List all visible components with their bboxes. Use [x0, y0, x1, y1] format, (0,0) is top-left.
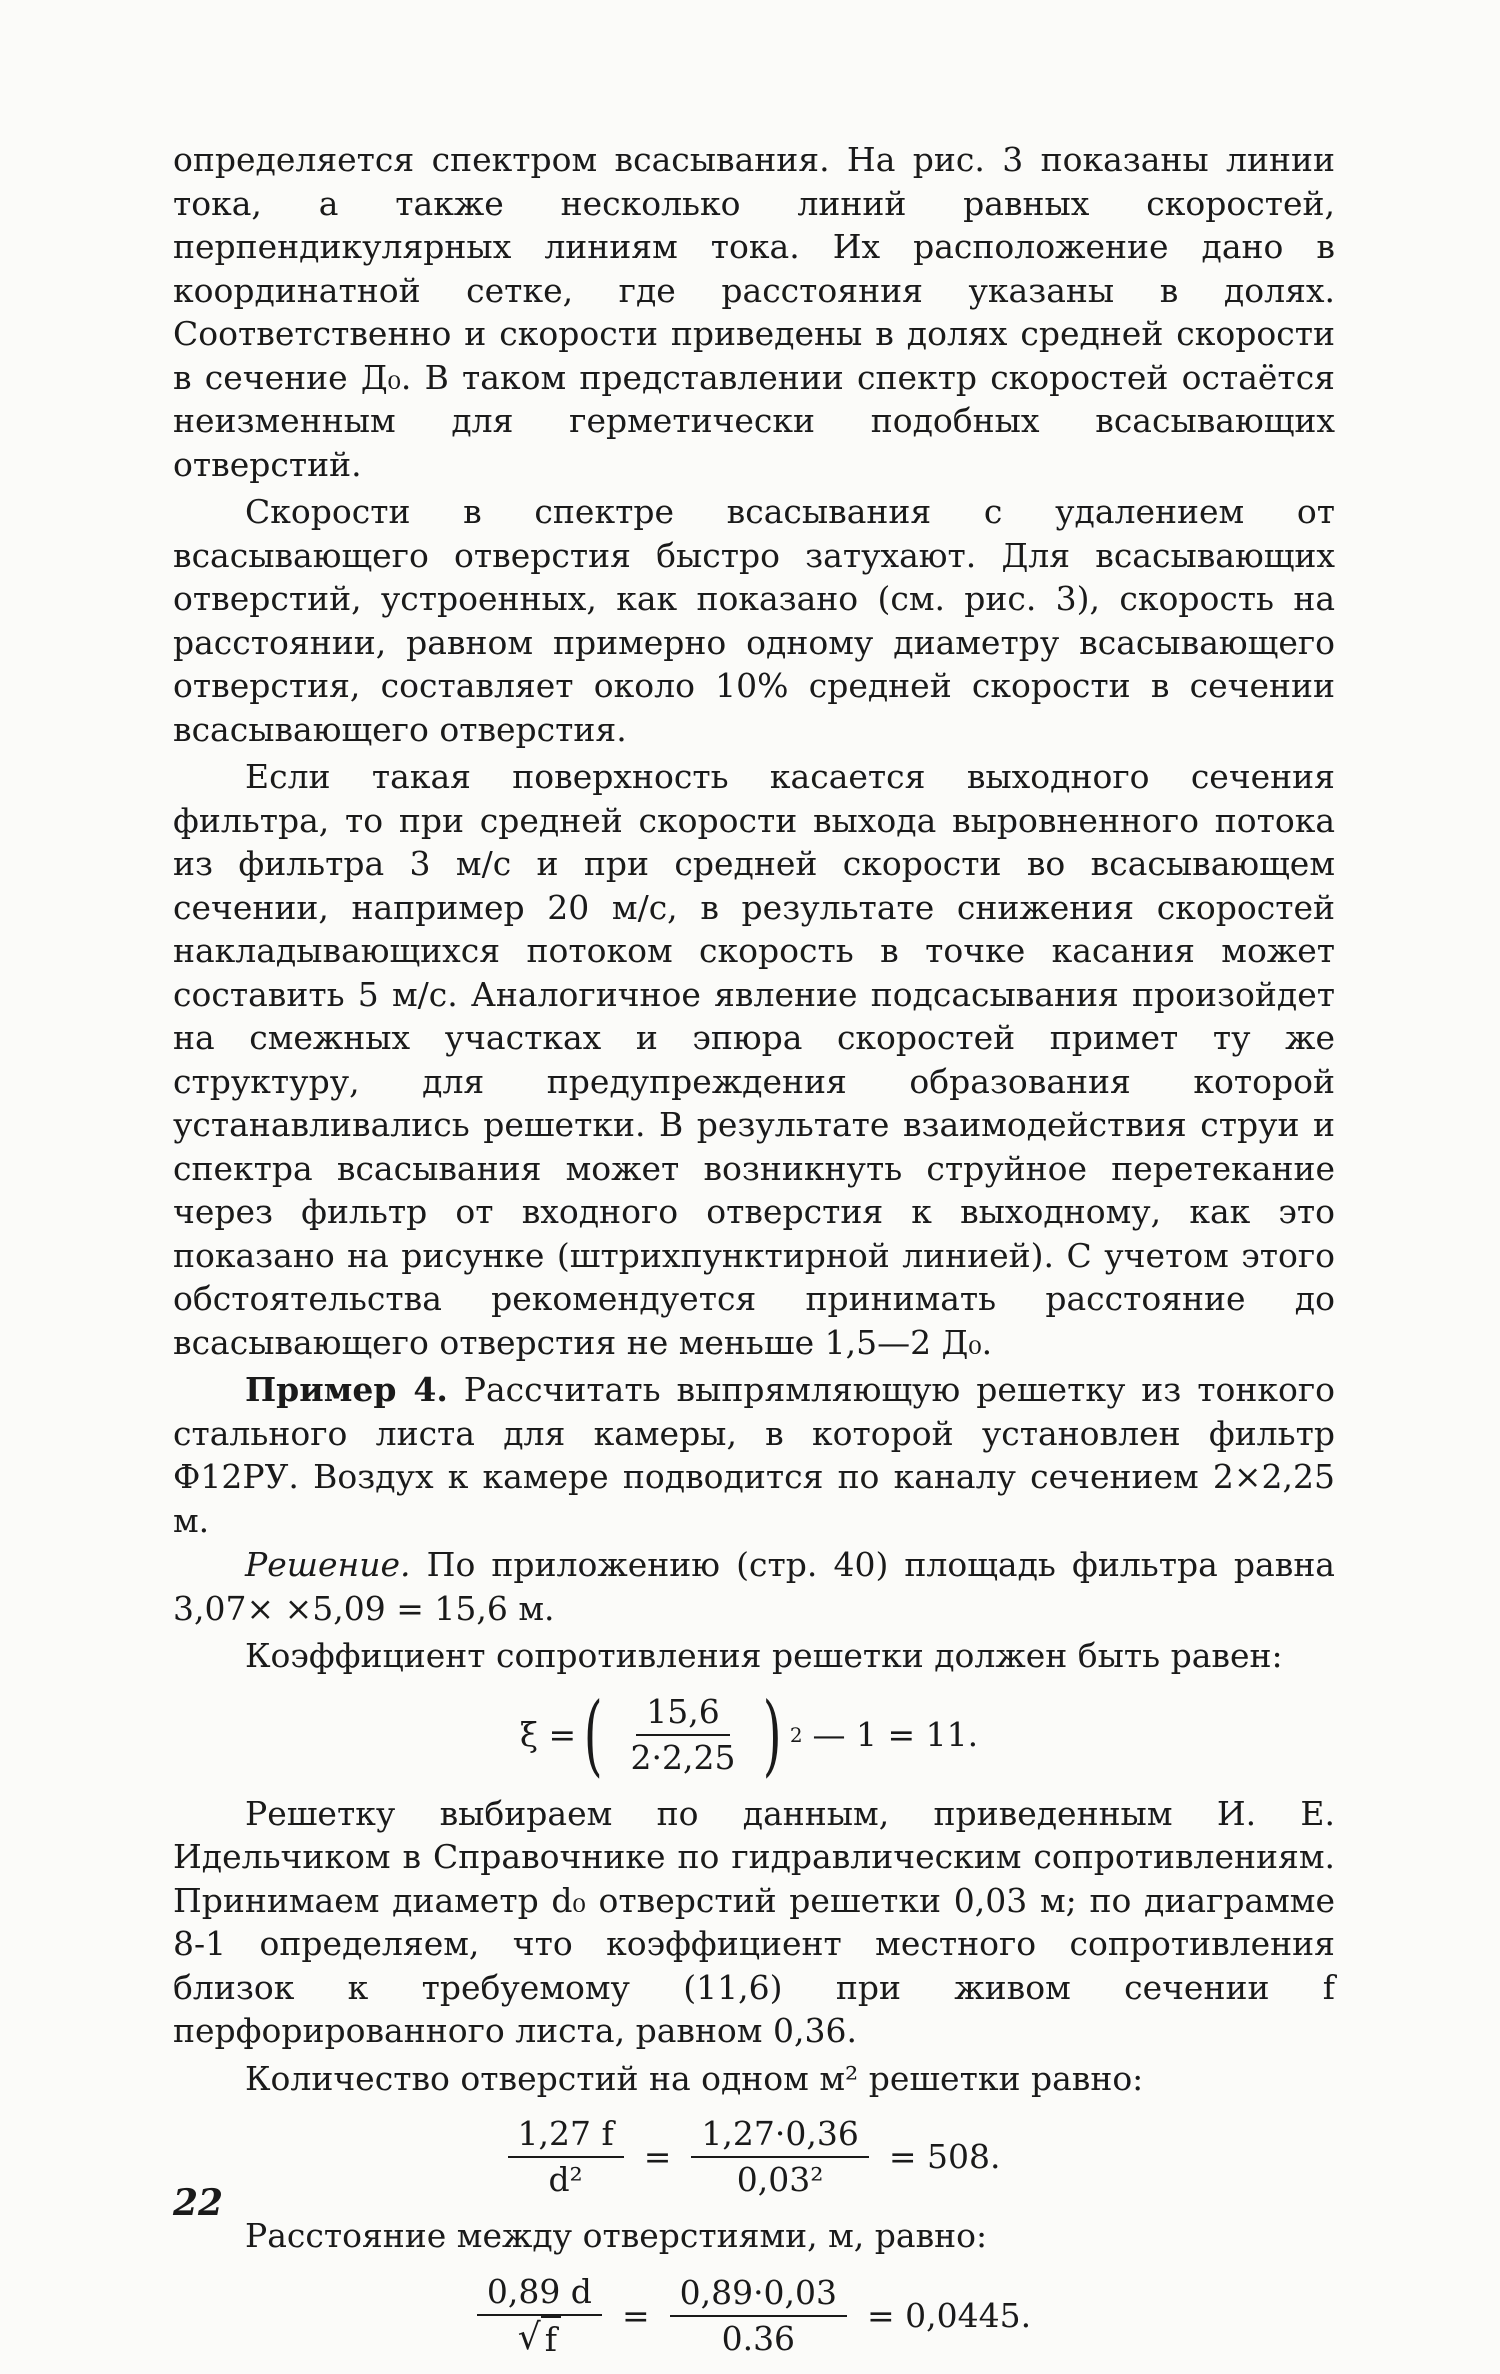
- close-paren: ): [763, 1682, 783, 1786]
- formula3-den2: 0.36: [721, 2318, 796, 2358]
- coefficient-intro: Коэффициент сопротивления решетки должен быть равен:: [245, 1636, 1283, 1675]
- page-body: [173, 138, 1335, 2374]
- formula3-fraction-1: [477, 2270, 602, 2362]
- solution-paragraph: [173, 1543, 1335, 1630]
- page-number: 22: [173, 2182, 224, 2224]
- paragraph-grid-selection: Решетку выбираем по данным, приведенным И. Е. Идельчиком в Справочнике по гидравлическим сопротивлениям. Принимаем диаметр d₀ отверстий решетки 0,03 м; по диаграмме 8-1 определяем, что коэффициент местного сопротивления близок к требуемому (11,6) при живом сечении f перфорированного листа, равном 0,36.: [173, 1793, 1335, 2050]
- formula2-num1: 1,27 f: [508, 2112, 624, 2158]
- solution-label: Решение.: [245, 1545, 411, 1584]
- paragraph-3: Если такая поверхность касается выходного сечения фильтра, то при средней скорости выхода выровненного потока из фильтра 3 м/с и при средней скорости во всасывающем сечении, например 20 м/с, в результате снижения скоростей накладывающихся потоком скорость в точке касания может составить 5 м/с. Аналогичное явление подсасывания произойдет на смежных участках и эпюра скоростей примет ту же структуру, для предупреждения образования которой устанавливались решетки. В результате взаимодействия струи и спектра всасывания может возникнуть струйное перетекание через фильтр от входного отверстия к выходному, как это показано на рисунке (штрихпунктирной линией). С учетом этого обстоятельства рекомендуется принимать расстояние до всасывающего отверстия не меньше 1,5—2 Д₀.: [173, 757, 1335, 1362]
- formula-hole-count: [173, 2112, 1335, 2202]
- formula3-rhs: = 0,0445.: [867, 2295, 1032, 2335]
- formula1-fraction: [621, 1690, 746, 1780]
- distance-intro: Расстояние между отверстиями, м, равно:: [245, 2216, 988, 2255]
- count-intro: Количество отверстий на одном м² решетки равно:: [245, 2058, 1144, 2098]
- example-paragraph: [173, 1368, 1335, 1542]
- formula3-eq: =: [621, 2295, 650, 2335]
- formula2-den1: d²: [548, 2160, 583, 2199]
- formula2-num2: 1,27·0,36: [691, 2112, 868, 2158]
- formula3-den1: [508, 2316, 571, 2362]
- formula-coefficient: [173, 1682, 1335, 1786]
- formula1-numerator: 15,6: [636, 1690, 729, 1736]
- example-label: Пример 4.: [245, 1370, 448, 1409]
- formula3-num2: 0,89·0,03: [670, 2271, 847, 2317]
- formula1-denominator: 2·2,25: [630, 1737, 736, 1777]
- formula-hole-distance: [173, 2270, 1335, 2362]
- sqrt-symbol: [518, 2316, 561, 2362]
- radical-sign: √: [517, 2316, 541, 2358]
- formula2-eq: =: [643, 2137, 672, 2176]
- radicand: f: [541, 2316, 561, 2362]
- example-text: Рассчитать выпрямляющую решетку из тонкого стального листа для камеры, в которой установлен фильтр Ф12РУ. Воздух к камере подводится по каналу сечением 2×2,25 м.: [173, 1370, 1335, 1540]
- formula1-rhs: — 1 = 11.: [812, 1714, 979, 1754]
- formula1-exponent: 2: [789, 1722, 803, 1747]
- formula2-rhs: = 508.: [888, 2137, 1001, 2176]
- formula3-fraction-2: [670, 2271, 847, 2361]
- formula1-lhs: ξ =: [519, 1714, 577, 1754]
- paragraph-2: Скорости в спектре всасывания с удалением от всасывающего отверстия быстро затухают. Для всасывающих отверстий, устроенных, как показано (см. рис. 3), скорость на расстоянии, равном примерно одному диаметру всасывающего отверстия, составляет около 10% средней скорости в сечении всасывающего отверстия.: [173, 492, 1335, 749]
- paragraph-1: определяется спектром всасывания. На рис. 3 показаны линии тока, а также несколько линий равных скоростей, перпендикулярных линиям тока. Их расположение дано в координатной сетке, где расстояния указаны в долях. Соответственно и скорости приведены в долях средней скорости в сечение Д₀. В таком представлении спектр скоростей остаётся неизменным для герметически подобных всасывающих отверстий.: [173, 140, 1335, 484]
- formula3-num1: 0,89 d: [477, 2270, 602, 2316]
- formula2-fraction-2: [691, 2112, 868, 2202]
- formula2-fraction-1: [508, 2112, 624, 2202]
- formula2-den2: 0,03²: [736, 2160, 824, 2199]
- solution-text: По приложению (стр. 40) площадь фильтра равна 3,07× ×5,09 = 15,6 м.: [173, 1545, 1335, 1628]
- open-paren: (: [583, 1682, 603, 1786]
